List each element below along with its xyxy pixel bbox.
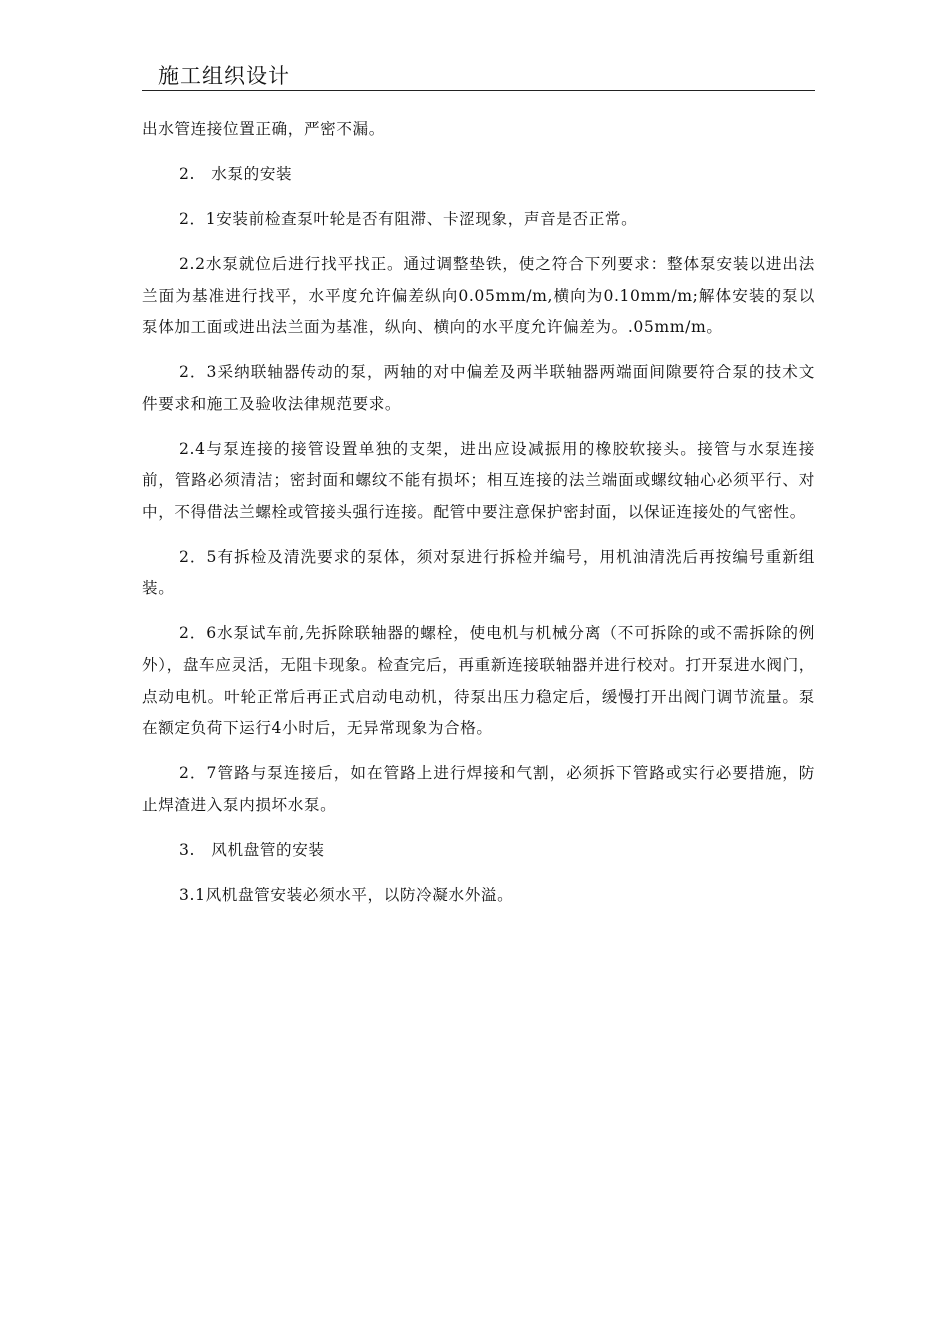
paragraph-2-1: 2．1安装前检查泵叶轮是否有阻滞、卡涩现象，声音是否正常。 (179, 209, 638, 228)
paragraph-2-5: 2．5有拆检及清洗要求的泵体，须对泵进行拆检并编号，用机油清洗后再按编号重新组装。 (142, 547, 815, 598)
header-title: 施工组织设计 (158, 64, 290, 88)
body-text (142, 114, 815, 911)
paragraph-3-1: 3.1风机盘管安装必须水平，以防冷凝水外溢。 (179, 885, 514, 904)
paragraph-2-6: 2．6水泵试车前,先拆除联轴器的螺栓，使电机与机械分离（不可拆除的或不需拆除的例外），盘车应灵活，无阻卡现象。检查完后，再重新连接联轴器并进行校对。打开泵进水阀门，点动电机。叶轮正常后再正式启动电动机，待泵出压力稳定后，缓慢打开出阀门调节流量。泵在额定负荷下运行4小时后，无异常现象为合格。 (142, 624, 815, 738)
paragraph-continuation: 出水管连接位置正确，严密不漏。 (142, 120, 385, 138)
paragraph-2-2: 2.2水泵就位后进行找平找正。通过调整垫铁，使之符合下列要求：整体泵安装以进出法兰面为基准进行找平，水平度允许偏差纵向0.05mm/m,横向为0.10mm/m;解体安装的泵以泵体加工面或进出法兰面为基准，纵向、横向的水平度允许偏差为。.05mm/m。 (142, 254, 815, 337)
section-heading-pump-installation: 2. 水泵的安装 (179, 164, 293, 183)
page-header (142, 62, 815, 91)
paragraph-2-4: 2.4与泵连接的接管设置单独的支架，进出应设减振用的橡胶软接头。接管与水泵连接前，管路必须清洁；密封面和螺纹不能有损坏；相互连接的法兰端面或螺纹轴心必须平行、对中，不得借法兰螺栓或管接头强行连接。配管中要注意保护密封面，以保证连接处的气密性。 (142, 439, 815, 521)
section-heading-fan-coil-installation: 3. 风机盘管的安装 (179, 840, 325, 859)
paragraph-2-3: 2．3采纳联轴器传动的泵，两轴的对中偏差及两半联轴器两端面间隙要符合泵的技术文件要求和施工及验收法律规范要求。 (142, 363, 815, 413)
paragraph-2-7: 2．7管路与泵连接后，如在管路上进行焊接和气割，必须拆下管路或实行必要措施，防止焊渣进入泵内损坏水泵。 (142, 764, 815, 814)
